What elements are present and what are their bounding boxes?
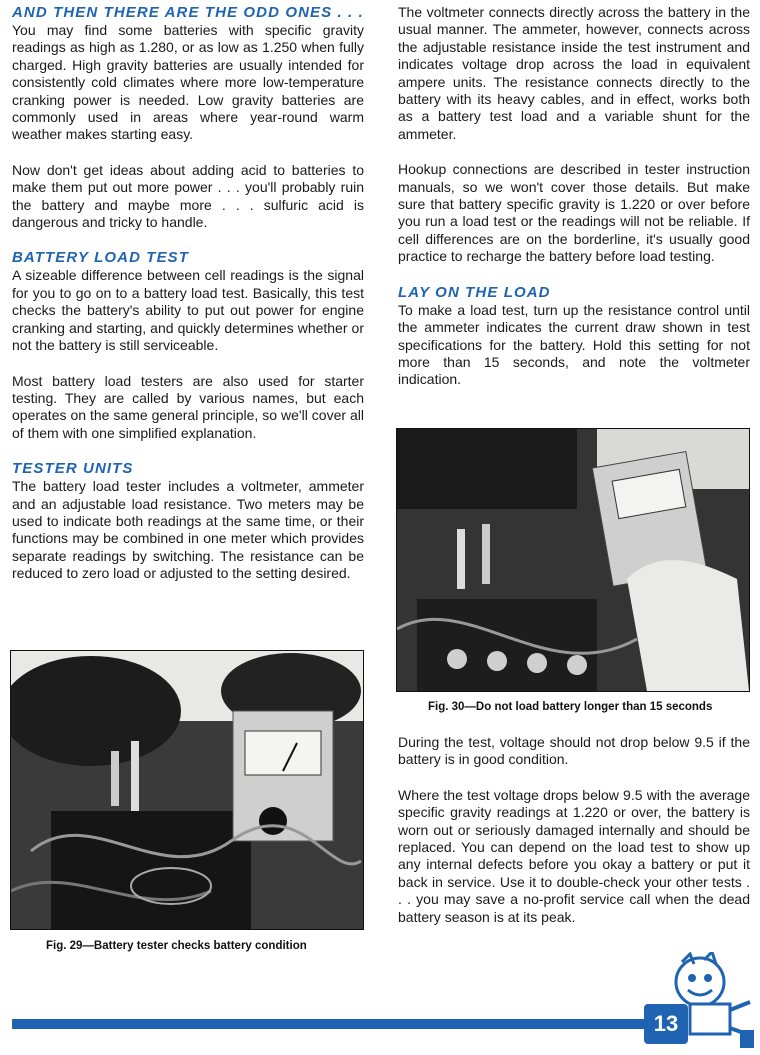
voltmeter-paragraph: The voltmeter connects directly across the battery in the usual manner. The ammeter, however, connects across the adjustable resistance inside the test instrument and indicates voltage drop across the load in equivalent ampere units. The resistance connects directly to the battery with its heavy cables, and in effect, works both as a battery test load and a variable shunt for the ammeter. bbox=[398, 4, 750, 142]
acid-warning-paragraph: Now don't get ideas about adding acid to batteries to make them put out more power . . . you'll probably ruin the battery and maybe more . . . sulfuric acid is dangerous and tricky to handle. bbox=[12, 161, 364, 231]
load-testers-paragraph: Most battery load testers are also used for starter testing. They are called by various names, but each operates on the same general principle, so we'll cover all of them with one simplified explanation. bbox=[12, 372, 364, 441]
during-test-paragraph: During the test, voltage should not drop below 9.5 if the battery is in good condition. bbox=[398, 734, 750, 768]
fig29-caption: Fig. 29—Battery tester checks battery condition bbox=[46, 940, 307, 952]
fig29-photo bbox=[10, 650, 364, 930]
tester-units-paragraph: The battery load tester includes a voltmeter, ammeter and an adjustable load resistance. Two meters may be used to indicate both readings at the same time, or their functions may be combined in one meter which provides separate readings by switching. The resistance can be reduced to zero load or adjusted to the setting desired. bbox=[12, 478, 364, 582]
footer-bar bbox=[12, 1019, 652, 1029]
lay-on-the-load-heading: LAY ON THE LOAD bbox=[398, 283, 551, 301]
left-column bbox=[12, 4, 364, 583]
odd-ones-heading: AND THEN THERE ARE THE ODD ONES . . . bbox=[12, 4, 364, 21]
page-number: 13 bbox=[644, 1004, 688, 1044]
battery-load-test-paragraph: A sizeable difference between cell readings is the signal for you to go on to a battery load test. Basically, this test checks the battery's ability to put out power for engine cranking and starting, and quickly determines whether or not the battery is still serviceable. bbox=[12, 267, 364, 354]
battery-load-test-heading: BATTERY LOAD TEST bbox=[12, 249, 190, 267]
voltage-drop-paragraph: Where the test voltage drops below 9.5 with the average specific gravity readings at 1.220 or over, the battery is worn out or seriously damaged internally and should be replaced. You can depend on the load test to show up any internal defects before you okay a battery or put it back in service. Use it to double-check your other tests . . . you may save a no-profit service call when the dead battery season is at its peak. bbox=[398, 786, 750, 925]
right-column-lower bbox=[398, 734, 750, 926]
fig30-photo bbox=[396, 428, 750, 692]
odd-ones-paragraph: You may find some batteries with specific gravity readings as high as 1.280, or as low as 1.250 when fully charged. High gravity batteries are usually intended for consistently cold climates where more low-temperature cranking power is needed. Low gravity batteries are commonly used in areas where year-round warm weather makes starting easy. bbox=[12, 22, 364, 143]
lay-on-the-load-paragraph: To make a load test, turn up the resistance control until the ammeter indicates the current draw shown in test specifications for the battery. Hold this setting for not more than 15 seconds, and note the voltmeter indication. bbox=[398, 301, 750, 388]
hookup-paragraph: Hookup connections are described in tester instruction manuals, so we won't cover those details. But make sure that battery specific gravity is 1.220 or over before you run a load test or the readings will not be reliable. If cell differences are on the borderline, it's usually good practice to recharge the battery before load testing. bbox=[398, 161, 750, 265]
tester-units-heading: TESTER UNITS bbox=[12, 460, 134, 478]
right-column bbox=[398, 4, 750, 389]
fig30-caption: Fig. 30—Do not load battery longer than 15 seconds bbox=[428, 701, 713, 713]
